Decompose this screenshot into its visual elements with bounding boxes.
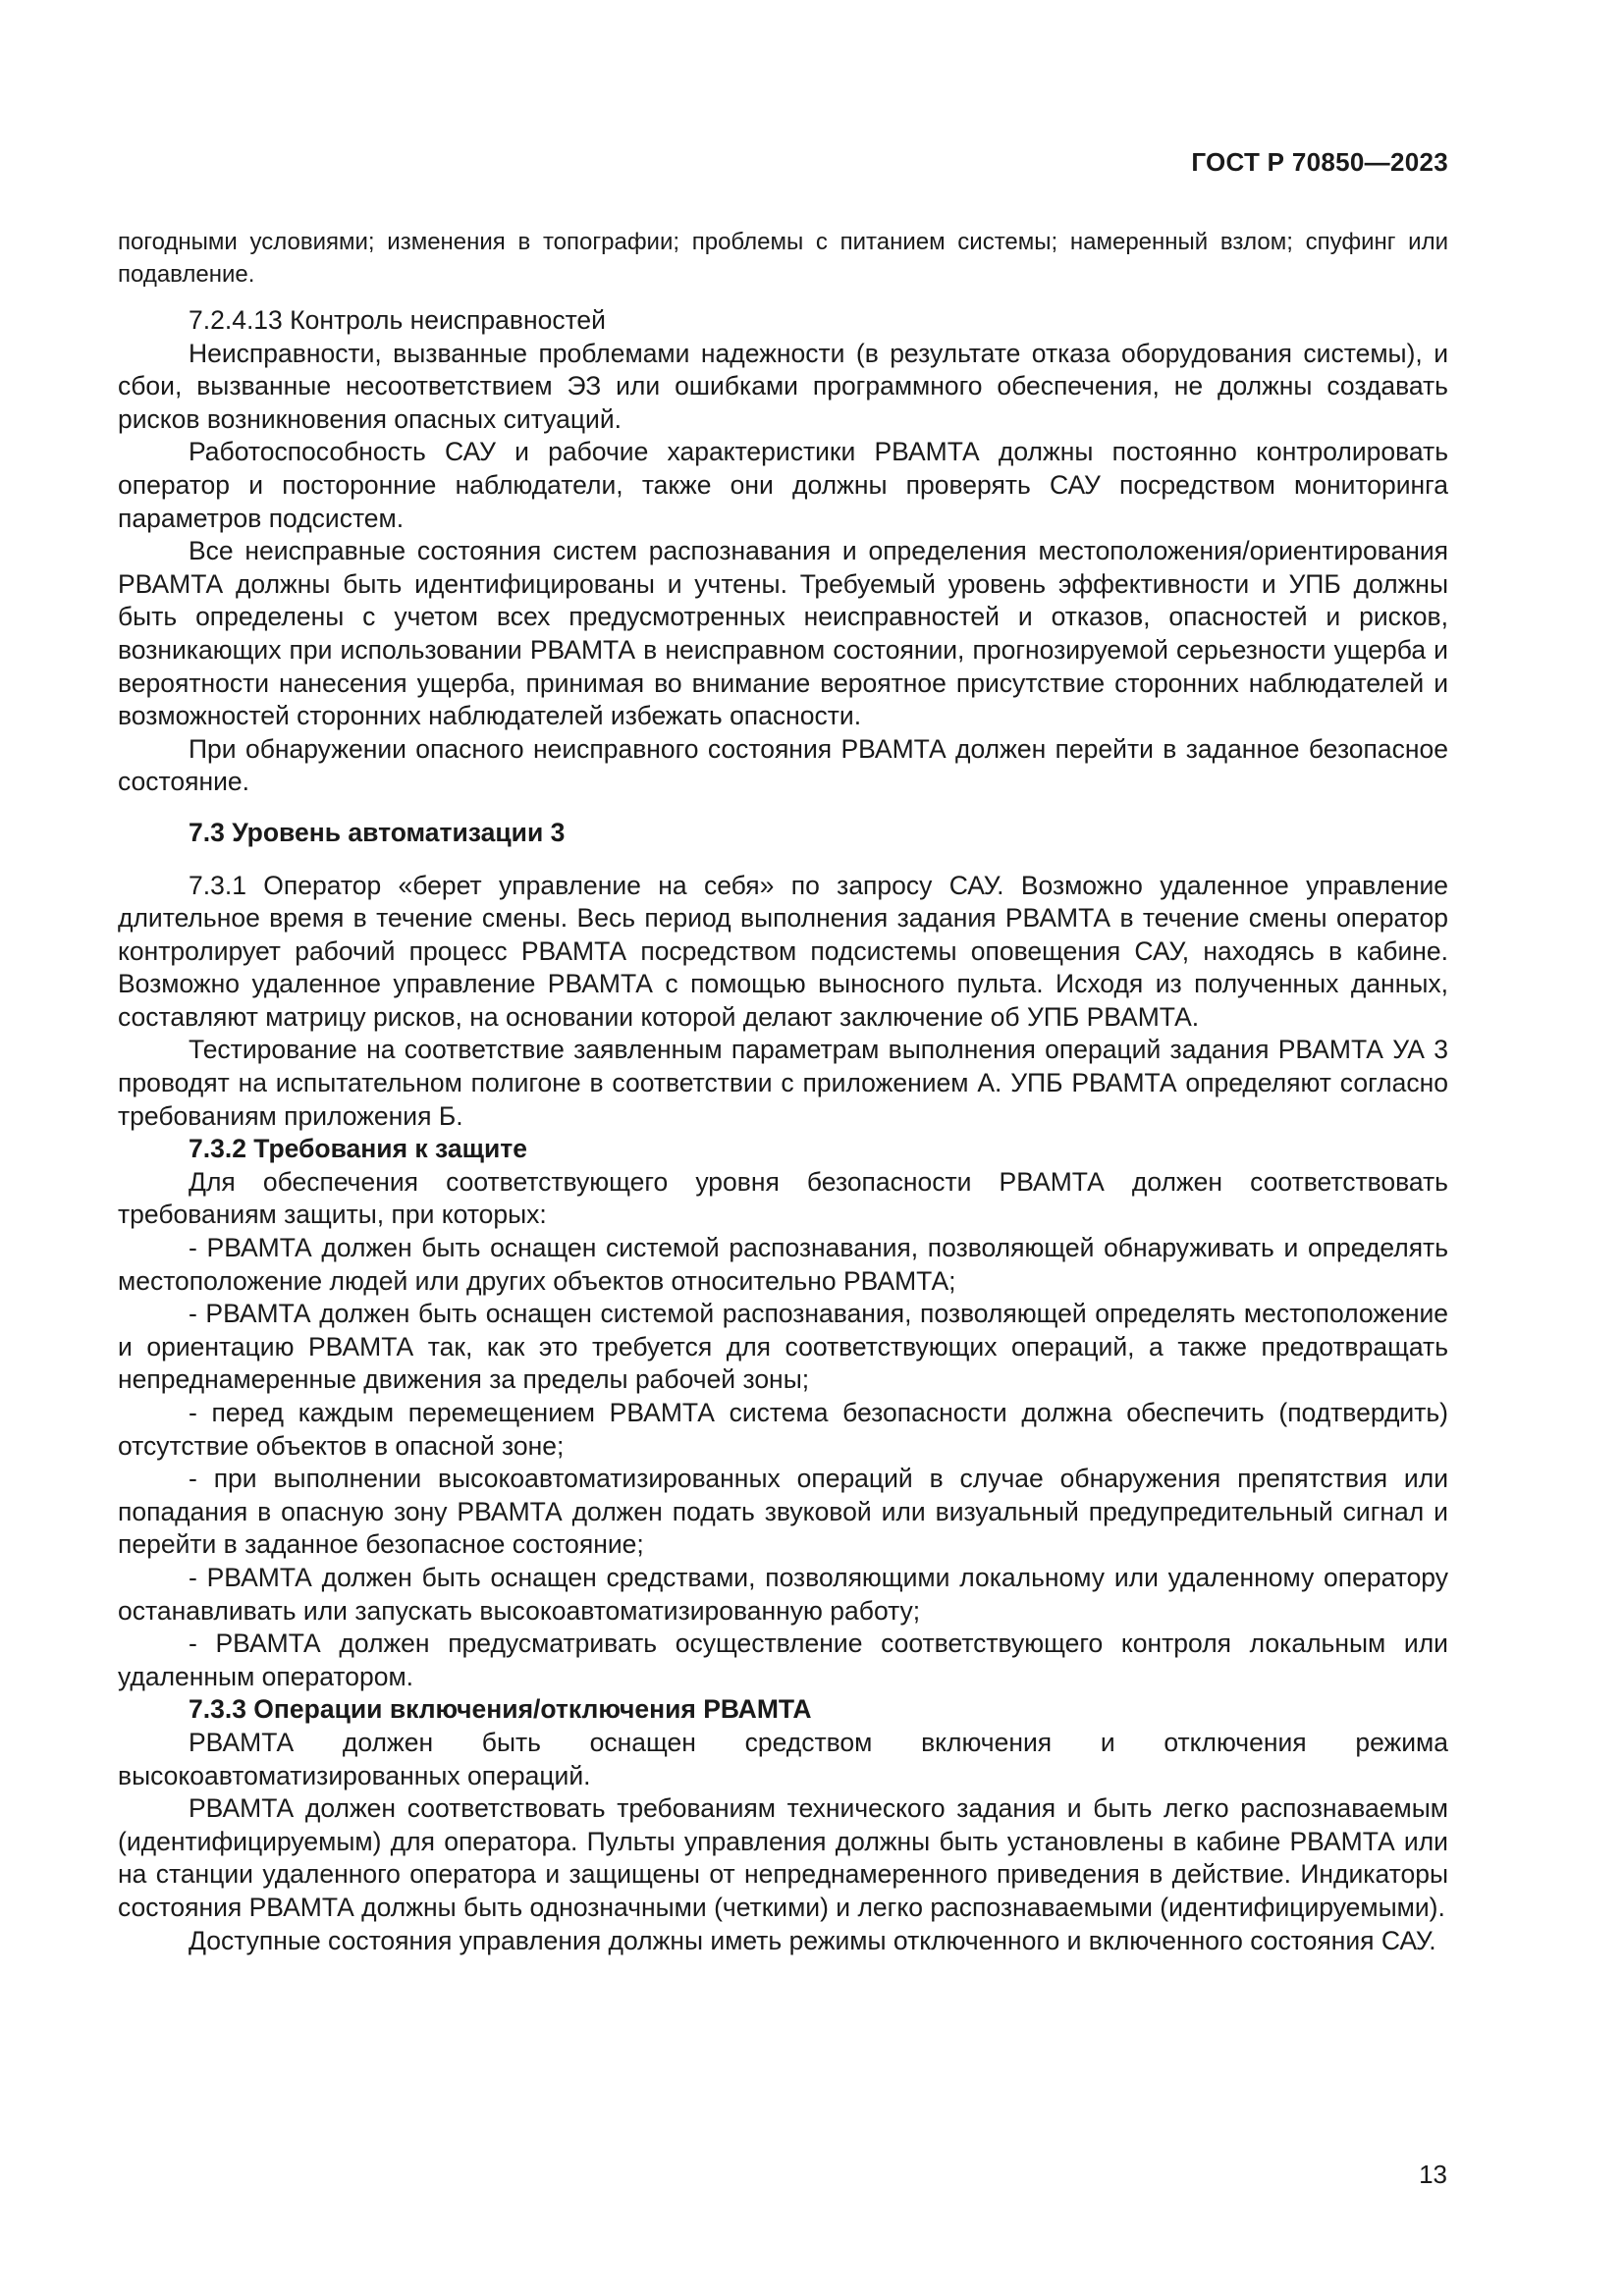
body-paragraph: 7.3.1 Оператор «берет управление на себя» по запросу САУ. Возможно удаленное управление длительное время в течение смены. Весь период выполнения задания РВАМТА в течение смены оператор контролирует рабочий процесс РВАМТА посредством подсистемы оповещения САУ, находясь в кабине. Возможно удаленное управление РВАМТА с помощью выносного пульта. Исходя из полученных данных, составляют матрицу рисков, на основании которой делают заключение об УПБ РВАМТА. xyxy=(118,870,1448,1032)
body-paragraph: Тестирование на соответствие заявленным параметрам выполнения операций задания РВАМТА УА 3 проводят на испытательном полигоне в соответствии с приложением А. УПБ РВАМТА определяют согласно требованиям приложения Б. xyxy=(118,1035,1448,1131)
list-item: - РВАМТА должен быть оснащен системой распознавания, позволяющей обнаруживать и определять местоположение людей или других объектов относительно РВАМТА; xyxy=(118,1233,1448,1296)
section-heading-7-3: 7.3 Уровень автоматизации 3 xyxy=(189,817,566,847)
subsection-heading-7-3-3: 7.3.3 Операции включения/отключения РВАМТА xyxy=(189,1694,812,1725)
list-item: - РВАМТА должен быть оснащен средствами, позволяющими локальному или удаленному оператору останавливать или запускать высокоавтоматизированную работу; xyxy=(118,1562,1448,1626)
body-paragraph: Все неисправные состояния систем распознавания и определения местоположения/ориентирования РВАМТА должны быть идентифицированы и учтены. Требуемый уровень эффективности и УПБ должны быть определены с учетом всех предусмотренных неисправностей и отказов, опасностей и рисков, возникающих при использовании РВАМТА в неисправном состоянии, прогнозируемой серьезности ущерба и вероятности нанесения ущерба, принимая во внимание вероятное присутствие сторонних наблюдателей и возможностей сторонних наблюдателей избежать опасности. xyxy=(118,536,1448,731)
list-item: - РВАМТА должен предусматривать осуществление соответствующего контроля локальным или удаленным оператором. xyxy=(118,1629,1448,1691)
subsection-heading-7-3-2: 7.3.2 Требования к защите xyxy=(189,1134,527,1164)
list-item: - перед каждым перемещением РВАМТА система безопасности должна обеспечить (подтвердить) отсутствие объектов в опасной зоне; xyxy=(118,1398,1448,1461)
body-paragraph: РВАМТА должен соответствовать требованиям технического задания и быть легко распознаваемым (идентифицируемым) для оператора. Пульты управления должны быть установлены в кабине РВАМТА или на станции удаленного оператора и защищены от непреднамеренного приведения в действие. Индикаторы состояния РВАМТА должны быть однозначными (четкими) и легко распознаваемыми (идентифицируемыми). xyxy=(118,1793,1448,1922)
document-body xyxy=(118,226,1448,1957)
subsection-heading-7-2-4-13: 7.2.4.13 Контроль неисправностей xyxy=(189,305,606,335)
list-item: - при выполнении высокоавтоматизированных операций в случае обнаружения препятствия или попадания в опасную зону РВАМТА должен подать звуковой или визуальный предупредительный сигнал и перейти в заданное безопасное состояние; xyxy=(118,1464,1448,1560)
list-item: - РВАМТА должен быть оснащен системой распознавания, позволяющей определять местоположение и ориентацию РВАМТА так, как это требуется для соответствующих операций, а также предотвращать непреднамеренные движения за пределы рабочей зоны; xyxy=(118,1299,1448,1395)
continued-paragraph: погодными условиями; изменения в топографии; проблемы с питанием системы; намеренный взлом; спуфинг или подавление. xyxy=(118,229,1448,288)
body-paragraph: Работоспособность САУ и рабочие характеристики РВАМТА должны постоянно контролировать оператор и посторонние наблюдатели, также они должны проверять САУ посредством мониторинга параметров подсистем. xyxy=(118,437,1448,533)
body-paragraph: РВАМТА должен быть оснащен средством включения и отключения режима высокоавтоматизированных операций. xyxy=(118,1727,1448,1790)
body-paragraph: Для обеспечения соответствующего уровня безопасности РВАМТА должен соответствовать требованиям защиты, при которых: xyxy=(118,1166,1448,1230)
body-paragraph: Неисправности, вызванные проблемами надежности (в результате отказа оборудования системы), и сбои, вызванные несоответствием ЭЗ или ошибками программного обеспечения, не должны создавать рисков возникновения опасных ситуаций. xyxy=(118,338,1448,434)
body-paragraph: При обнаружении опасного неисправного состояния РВАМТА должен перейти в заданное безопасное состояние. xyxy=(118,733,1448,797)
page-number: 13 xyxy=(1419,2160,1447,2189)
document-header: ГОСТ Р 70850—2023 xyxy=(1191,147,1448,177)
body-paragraph: Доступные состояния управления должны иметь режимы отключенного и включенного состояния САУ. xyxy=(189,1925,1436,1955)
